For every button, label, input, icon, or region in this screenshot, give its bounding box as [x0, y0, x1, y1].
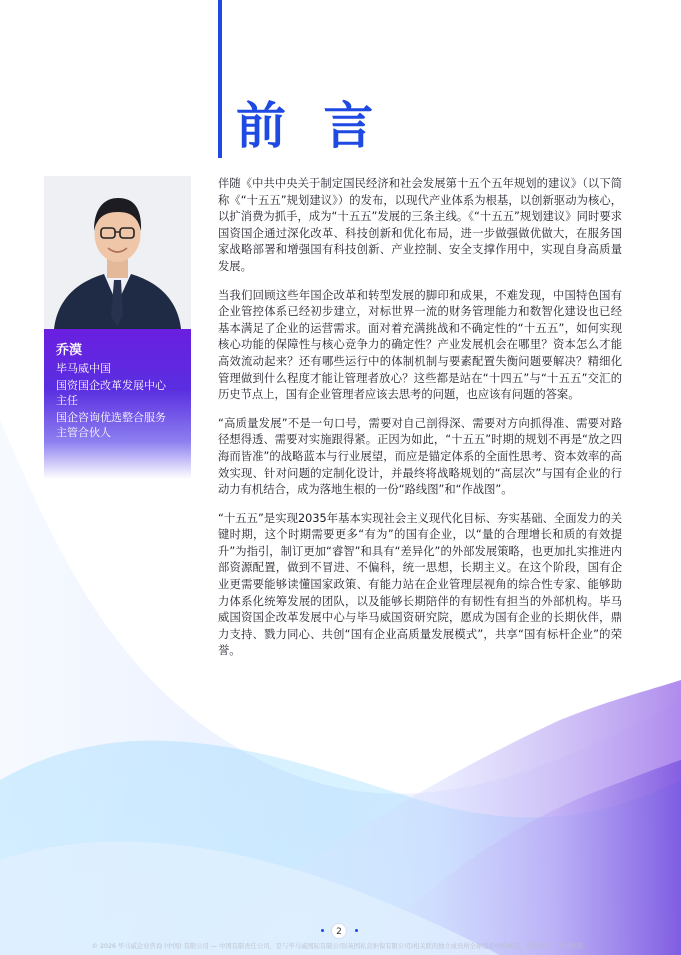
- author-dept: 国资国企改革发展中心: [56, 379, 166, 392]
- author-info-card: [44, 329, 191, 479]
- copyright-footer: © 2026 毕马威企业咨询 (中国) 有限公司 — 中国有限责任公司，是与毕马威国际有限公司(英国私营担保有限公司)相关联的独立成员所全球组织中的成员。版权所有，不得转载。: [91, 943, 590, 950]
- author-portrait: [44, 176, 191, 329]
- page-number-indicator: [0, 923, 681, 939]
- pager-dot-right: [355, 929, 358, 932]
- preface-body: [218, 176, 622, 672]
- page-number: 2: [331, 923, 347, 939]
- paragraph: “十五五”是实现2035年基本实现社会主义现代化目标、夯实基础、全面发力的关键时期，这个时期需要更多“有为”的国有企业，以“量的合理增长和质的有效提升”为指引，制订更加“睿智”和具有“差异化”的外部发展策略，也更加扎实推进内部资源配置，做到不冒进、不偏科，统一思想，长期主义。在这个阶段，国有企业更需要能够读懂国家政策、有能力站在企业管理层视角的综合性专家、能够助力体系化统筹发展的团队，以及能够长期陪伴的有韧性有担当的外部机构。毕马威国资国企改革发展中心与毕马威国资研究院，愿成为国有企业的长期伙伴，鼎力支持、戮力同心、共创“国有企业高质量发展模式”，共享“国有标杆企业”的荣誉。: [218, 511, 622, 658]
- paragraph: 伴随《中共中央关于制定国民经济和社会发展第十五个五年规划的建议》（以下简称《“十五五”规划建议》）的发布，以现代产业体系为根基，以创新驱动为核心，以扩消费为抓手，成为“十五五”发展的三条主线。《“十五五”规划建议》同时要求国资国企通过深化改革、科技创新和优化布局，进一步做强做优做大，在服务国家战略部署和增强国有科技创新、产业控制、安全支撑作用中，实现自身高质量发展。: [218, 177, 622, 273]
- author-title: 主任: [56, 394, 78, 407]
- pager-dot-left: [321, 929, 324, 932]
- title-accent-bar: [218, 0, 222, 158]
- paragraph: 当我们回顾这些年国企改革和转型发展的脚印和成果，不难发现，中国特色国有企业管控体系已经初步建立，对标世界一流的财务管理能力和数智化建设也已经基本满足了企业的运营需求。面对着充满挑战和不确定性的“十五五”，如何实现核心功能的保障性与核心竞争力的确定性？产业发展机会在哪里？资本怎么才能高效流动起来？还有哪些运行中的体制机制与要素配置失衡问题要解决？精细化管理做到什么程度才能让管理者放心？这些都是站在“十四五”与“十五五”交汇的历史节点上，国有企业管理者应该去思考的问题，也应该有问题的答案。: [218, 288, 622, 402]
- author-role-2: 主管合伙人: [56, 426, 111, 439]
- author-name: 乔漠: [56, 343, 83, 358]
- paragraph: “高质量发展”不是一句口号，需要对自己剖得深、需要对方向抓得准、需要对路径想得透、需要对实施跟得紧。正因为如此，“十五五”时期的规划不再是“放之四海而皆准”的战略蓝本与行业展望，而应是锚定体系的全面性思考、资本效率的高效实现、针对问题的定制化设计，并最终将战略规划的“高层次”与国有企业的行动力有机结合，成为落地生根的一份“路线图”和“作战图”。: [218, 416, 622, 497]
- author-org: 毕马威中国: [56, 362, 111, 375]
- author-role: 国企咨询优选整合服务: [56, 411, 166, 424]
- portrait-illustration: [44, 176, 191, 329]
- page-title: 前 言: [236, 97, 384, 155]
